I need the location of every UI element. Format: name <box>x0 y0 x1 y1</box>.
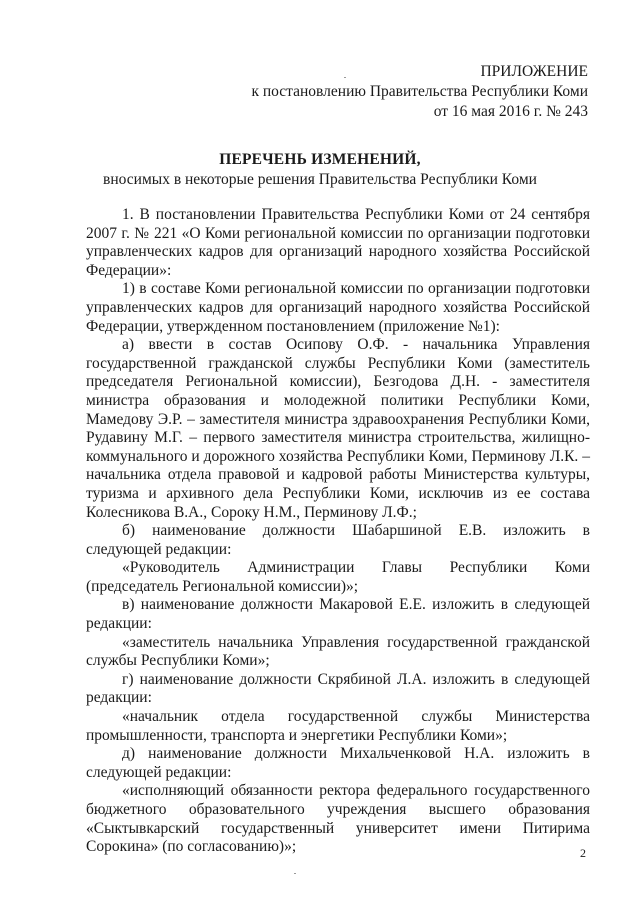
paragraph: б) наименование должности Шабаршиной Е.В. изложить в следующей редакции: <box>86 522 590 558</box>
document-subtitle: вносимых в некоторые решения Правительства Республики Коми <box>103 171 537 188</box>
appendix-label: ПРИЛОЖЕНИЕ <box>480 63 588 80</box>
appendix-header <box>251 62 588 122</box>
paragraph: 1. В постановлении Правительства Республики Коми от 24 сентября 2007 г. № 221 «О Коми региональной комиссии по организации подготовки управленческих кадров для организаций народного хозяйства Российской Федерации»: <box>86 206 590 279</box>
scan-speck <box>294 873 296 874</box>
paragraph: г) наименование должности Скрябиной Л.А. изложить в следующей редакции: <box>86 670 590 707</box>
paragraph: «Руководитель Администрации Главы Республики Коми (председатель Региональной комиссии)»; <box>86 559 590 595</box>
document-title: ПЕРЕЧЕНЬ ИЗМЕНЕНИЙ, <box>219 151 421 168</box>
paragraph: «исполняющий обязанности ректора федерального государственного бюджетного образовательного учреждения высшего образования «Сыктывкарский государственный университет имени Питирима Сорокина» (по согласованию)»; <box>86 782 590 856</box>
paragraph: «заместитель начальника Управления государственной гражданской службы Республики Коми»; <box>86 633 590 670</box>
paragraph: д) наименование должности Михальченковой Н.А. изложить в следующей редакции: <box>86 745 590 781</box>
appendix-reference: к постановлению Правительства Республики Коми <box>251 83 588 100</box>
document-body <box>86 206 590 857</box>
appendix-date: от 16 мая 2016 г. № 243 <box>433 103 588 120</box>
paragraph: 1) в составе Коми региональной комиссии по организации подготовки управленческих кадров для организаций народного хозяйства Российской Федерации, утвержденном постановлением (приложение №1): <box>86 280 590 335</box>
paragraph: в) наименование должности Макаровой Е.Е. изложить в следующей редакции: <box>86 596 590 633</box>
paragraph: а) ввести в состав Осипову О.Ф. - начальника Управления государственной гражданской службы Республики Коми (заместитель председателя Региональной комиссии), Безгодова Д.Н. - заместителя министра образования и молодежной политики Республики Коми, Мамедову Э.Р. – заместителя министра здравоохранения Республики Коми, Рудавину М.Г. – первого заместителя министра строительства, жилищно-коммунального и дорожного хозяйства Республики Коми, Перминову Л.К. – начальника отдела правовой и кадровой работы Министерства культуры, туризма и архивного дела Республики Коми, исключив из ее состава Колесникова В.А., Сороку Н.М., Перминову Л.Ф.; <box>86 336 590 521</box>
title-block <box>0 150 640 190</box>
page-number: 2 <box>580 846 586 860</box>
paragraph: «начальник отдела государственной службы Министерства промышленности, транспорта и энергетики Республики Коми»; <box>86 708 590 744</box>
scan-speck <box>344 77 346 78</box>
